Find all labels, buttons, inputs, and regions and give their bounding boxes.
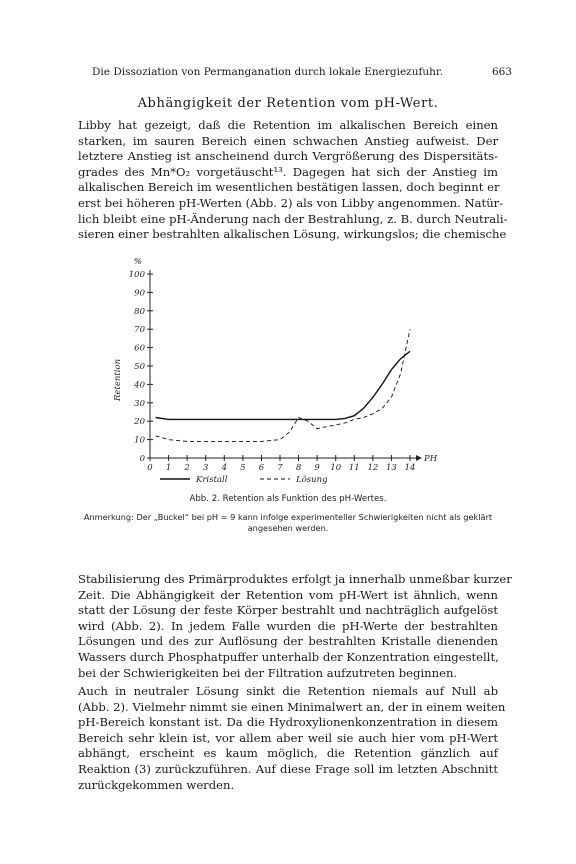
text-line: sieren einer bestrahlten alkalischen Lösung, wirkungslos; die chemische	[78, 227, 507, 242]
text-line: Stabilisierung des Primärproduktes erfolgt ja innerhalb unmeßbar kurzer	[78, 572, 512, 586]
figure-caption: Abb. 2. Retention als Funktion des pH-Wertes.	[189, 494, 387, 504]
x-tick-label: 0	[147, 463, 153, 473]
text-line: letztere Anstieg ist anscheinend durch Vergrößerung des Dispersitäts-	[78, 149, 498, 164]
text-line: statt der Lösung der feste Körper bestrahlt und nachträglich aufgelöst	[78, 603, 498, 618]
y-axis-label: Retention	[113, 358, 123, 402]
y-tick-label: 50	[134, 362, 145, 372]
x-tick-label: 6	[258, 463, 265, 473]
x-tick-label: 9	[314, 463, 320, 473]
x-tick-label: 7	[277, 463, 283, 473]
text-line: Zeit. Die Abhängigkeit der Retention vom pH-Wert ist ähnlich, wenn	[78, 587, 498, 602]
text-line: Bereich sehr klein ist, vor allem aber weil sie auch hier vom pH-Wert	[78, 730, 498, 745]
series-line-2	[156, 329, 410, 441]
text-line: lich bleibt eine pH-Änderung nach der Bestrahlung, z. B. durch Neutrali-	[78, 211, 508, 226]
y-tick-label: 10	[134, 435, 145, 446]
text-line: erst bei höheren pH-Werten (Abb. 2) als von Libby angenommen. Natür-	[78, 195, 504, 210]
running-header-title: Die Dissoziation von Permanganation durch lokale Energiezufuhr.	[92, 66, 444, 78]
text-line: Libby hat gezeigt, daß die Retention im alkalischen Bereich einen	[78, 118, 498, 132]
paragraph-1	[78, 118, 508, 243]
legend-label-1: Kristall	[196, 475, 228, 485]
text-line: abhängt, erscheint es kaum möglich, die Retention gänzlich auf	[78, 746, 498, 761]
x-tick-label: 12	[367, 463, 379, 473]
x-tick-label: 1	[165, 463, 172, 473]
text-line: alkalischen Bereich im wesentlichen bestätigen lassen, doch beginnt er	[78, 180, 500, 195]
legend-label-2: Lösung	[296, 475, 328, 485]
text-line: (Abb. 2). Vielmehr nimmt sie einen Minimalwert an, der in einem weiten	[78, 699, 506, 714]
x-tick-label: 14	[404, 463, 416, 473]
y-tick-label: 0	[139, 454, 145, 464]
text-line: starken, im sauren Bereich einen schwachen Anstieg aufweist. Der	[78, 133, 498, 148]
y-tick-label: 90	[134, 288, 145, 299]
text-line: bei der Schwierigkeiten bei der Filtration aufzutreten beginnen.	[78, 665, 458, 680]
y-tick-label: 100	[128, 270, 145, 280]
y-tick-label: 20	[134, 417, 145, 428]
paragraph-2	[78, 572, 512, 681]
text-line: pH-Bereich konstant ist. Da die Hydroxylionenkonzentration in diesem	[78, 715, 498, 730]
text-line: Wassers durch Phosphatpuffer unterhalb der Konzentration eingestellt,	[78, 649, 499, 664]
paragraph-3	[78, 684, 506, 793]
series-line-1	[156, 351, 410, 419]
x-tick-label: 10	[330, 463, 342, 473]
text-line: grades des Mn*O₂ vorgetäuscht¹³. Dagegen hat sich der Anstieg im	[78, 164, 498, 179]
x-tick-label: 4	[221, 463, 227, 473]
y-tick-label: 40	[134, 380, 145, 391]
x-tick-label: 5	[240, 463, 246, 473]
y-tick-label: 60	[134, 343, 145, 354]
text-line: Reaktion (3) zurückzuführen. Auf diese Frage soll im letzten Abschnitt	[78, 761, 498, 776]
y-tick-label: 30	[134, 398, 145, 409]
page-number: 663	[491, 66, 512, 78]
retention-chart	[113, 257, 470, 492]
x-tick-label: 13	[386, 463, 397, 473]
y-unit-label: %	[133, 257, 142, 267]
text-line: Auch in neutraler Lösung sinkt die Retention niemals auf Null ab	[78, 684, 498, 698]
y-tick-label: 70	[134, 325, 145, 336]
y-tick-label: 80	[134, 306, 145, 317]
x-tick-label: 3	[203, 463, 209, 473]
text-line: wird (Abb. 2). In jedem Falle wurden die pH-Werte der bestrahlten	[78, 618, 498, 633]
x-tick-label: 11	[348, 463, 360, 473]
x-axis-label: PH	[424, 454, 438, 464]
x-tick-label: 8	[295, 463, 302, 473]
x-tick-label: 2	[184, 463, 190, 473]
text-line: Lösungen und des zur Auflösung der bestrahlten Kristalle dienenden	[78, 634, 498, 649]
figure-retention-vs-ph	[113, 257, 470, 492]
text-line: zurückgekommen werden.	[78, 777, 235, 792]
section-heading: Abhängigkeit der Retention vom pH-Wert.	[137, 96, 439, 111]
figure-note: Anmerkung: Der „Buckel“ bei pH = 9 kann infolge experimenteller Schwierigkeiten nicht als geklärt angesehen werden.	[83, 512, 493, 533]
x-axis-arrow	[416, 455, 422, 461]
